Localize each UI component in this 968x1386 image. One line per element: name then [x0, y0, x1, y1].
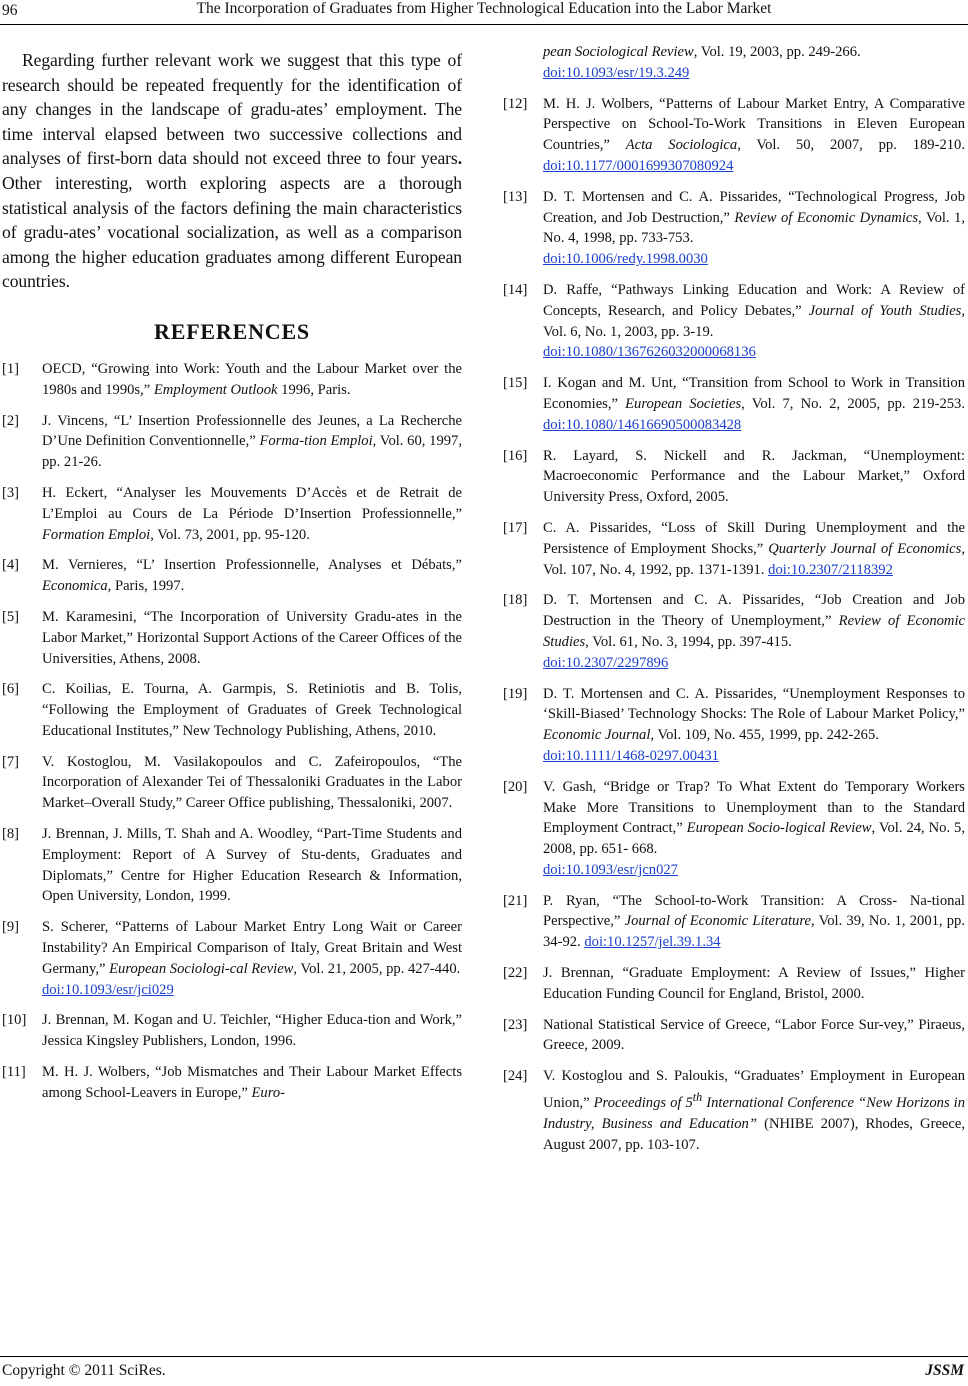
reference-text: J. Brennan, J. Mills, T. Shah and A. Woodley, “Part-Time Students and Employment: Report of A Survey of Stu-dents, Graduates and Diplomats,” Centre for Higher Education Research & Information, Open University, London, 1999. — [42, 826, 462, 905]
reference-text: D. T. Mortensen and C. A. Pissarides, “Unemployment Responses to ‘Skill-Biased’ Technology Shocks: The Role of Labour Market Policy,” — [543, 685, 965, 723]
doi-link[interactable]: doi:10.1006/redy.1998.0030 — [543, 251, 708, 268]
reference-journal: pean Sociological Review — [543, 44, 694, 60]
reference-number: [22] — [503, 965, 528, 982]
reference-number: [16] — [503, 447, 528, 464]
references-list-left — [2, 359, 462, 1104]
reference-text: D. T. Mortensen and C. A. Pissarides, “Technological Progress, Job Creation, and Job Destruction,” — [543, 188, 965, 226]
reference-journal: Review of Economic Dynamics — [734, 209, 919, 226]
left-column — [2, 48, 462, 1104]
reference-item — [503, 963, 965, 1005]
reference-details: , Vol. 61, No. 3, 1994, pp. 397-415. — [585, 633, 792, 650]
reference-text: R. Layard, S. Nickell and R. Jackman, “Unemployment: Macroeconomic Performance and the Labour Market,” Oxford University Press, Oxford, 2005. — [543, 447, 965, 506]
reference-journal: European Sociologi-cal Review — [109, 960, 294, 977]
reference-item — [2, 1010, 462, 1052]
reference-journal: Journal of Youth Studies — [808, 302, 962, 319]
doi-link[interactable]: doi:10.1093/esr/19.3.249 — [543, 64, 690, 81]
reference-text: V. Gash, “Bridge or Trap? To What Extent do Temporary Workers Make More Transitions to Unemployment than to the Standard Employment Contract,” — [543, 778, 965, 837]
journal-abbrev: JSSM — [925, 1362, 964, 1379]
doi-link[interactable]: doi:10.1177/0001699307080924 — [543, 157, 734, 174]
reference-details: , Vol. 24, No. 5, 2008, pp. 651- 668. — [543, 820, 965, 858]
doi-link[interactable]: doi:10.2307/2297896 — [543, 654, 669, 671]
reference-journal: Formation Emploi — [42, 526, 151, 543]
doi-link[interactable]: doi:10.1080/14616690500083428 — [543, 416, 742, 433]
running-title: The Incorporation of Graduates from Higher Technological Education into the Labor Market — [196, 0, 772, 17]
reference-item — [2, 679, 462, 741]
reference-item — [503, 891, 965, 953]
reference-number: [23] — [503, 1016, 528, 1033]
reference-text: M. H. J. Wolbers, “Job Mismatches and Their Labour Market Effects among School-Leavers in Europe,” — [42, 1064, 462, 1101]
reference-item — [503, 446, 965, 508]
doi-link[interactable]: doi:10.1093/esr/jcn027 — [543, 861, 678, 878]
reference-details: , Vol. 60, 1997, pp. 21-26. — [42, 433, 462, 471]
doi-link[interactable]: doi:10.1093/esr/jci029 — [42, 981, 174, 998]
reference-text: National Statistical Service of Greece, “Labor Force Sur-vey,” Piraeus, Greece, 2009. — [543, 1016, 965, 1054]
reference-number: [18] — [503, 592, 528, 609]
reference-journal: Proceedings of 5th International Conference “New Horizons in Industry, Business and Education” — [543, 1090, 966, 1132]
reference-number: [3] — [2, 484, 20, 501]
reference-item — [503, 280, 965, 363]
reference-journal: Forma-tion Emploi — [259, 433, 373, 450]
reference-details: (NHIBE 2007), Rhodes, Greece, August 2007, pp. 103-107. — [543, 1115, 966, 1153]
reference-item — [2, 411, 462, 473]
copyright-text: Copyright © 2011 SciRes. — [2, 1362, 166, 1379]
reference-text: C. Koilias, E. Tourna, A. Garmpis, S. Retiniotis and B. Tolis, “Following the Employment of Graduates of Greek Technological Educational Institutes,” New Technology Publishing, Athens, 2010. — [42, 681, 462, 739]
reference-number: [11] — [2, 1064, 26, 1081]
reference-journal: Acta Sociologica — [625, 137, 738, 154]
reference-item — [2, 359, 462, 401]
reference-continuation — [503, 42, 965, 84]
reference-details: , Vol. 109, No. 455, 1999, pp. 242-265. — [650, 727, 879, 744]
reference-item — [2, 824, 462, 907]
reference-journal: Quarterly Journal of Economics — [768, 540, 962, 557]
page-number: 96 — [2, 2, 18, 19]
reference-item — [2, 1062, 462, 1104]
reference-number: [10] — [2, 1012, 27, 1029]
reference-number: [1] — [2, 360, 20, 377]
reference-number: [14] — [503, 281, 528, 298]
reference-journal: Employment Outlook — [153, 381, 278, 398]
reference-details: , Vol. 73, 2001, pp. 95-120. — [150, 526, 310, 543]
right-column — [503, 44, 966, 1165]
reference-text: D. T. Mortensen and C. A. Pissarides, “Job Creation and Job Destruction in the Theory of Unemployment,” — [543, 592, 965, 630]
reference-number: [13] — [503, 188, 528, 205]
reference-number: [19] — [503, 685, 528, 702]
reference-item — [503, 187, 965, 270]
reference-number: [8] — [2, 826, 20, 843]
reference-number: [4] — [2, 557, 20, 574]
reference-item — [2, 752, 462, 814]
reference-journal: Economica — [42, 578, 108, 595]
reference-details: , Vol. 19, 2003, pp. 249-266. — [693, 44, 861, 60]
reference-item — [503, 590, 965, 673]
reference-details: , Vol. 50, 2007, pp. 189-210. — [737, 137, 966, 154]
reference-item — [2, 917, 462, 1000]
reference-details: , Vol. 21, 2005, pp. 427-440. — [293, 960, 461, 977]
reference-number: [2] — [2, 412, 20, 429]
reference-text: I. Kogan and M. Unt, “Transition from School to Work in Transition Economies,” — [543, 375, 965, 412]
reference-number: [15] — [503, 375, 528, 392]
reference-text: V. Kostoglou and S. Paloukis, “Graduates’ Employment in European Union,” — [543, 1068, 965, 1111]
reference-details: 1996, Paris. — [277, 381, 351, 398]
reference-journal: Economic Journal — [543, 727, 651, 744]
doi-link[interactable]: doi:10.1111/1468-0297.00431 — [543, 747, 719, 764]
references-heading: REFERENCES — [154, 318, 310, 344]
reference-number: [9] — [2, 919, 20, 936]
reference-journal: European Socio-logical Review — [686, 820, 872, 837]
reference-details: , Vol. 1, No. 4, 1998, pp. 733-753. — [543, 209, 965, 247]
reference-details: , Vol. 7, No. 2, 2005, pp. 219-253. — [741, 395, 965, 412]
reference-item — [503, 684, 965, 767]
reference-number: [5] — [2, 608, 20, 625]
reference-text: M. H. J. Wolbers, “Patterns of Labour Market Entry, A Comparative Perspective on School-To-Work Transitions in Eleven European Countries,” — [543, 95, 965, 154]
reference-text: J. Brennan, “Graduate Employment: A Review of Issues,” Higher Education Funding Council for England, Bristol, 2000. — [543, 965, 965, 1002]
reference-number: [6] — [2, 681, 20, 698]
reference-text: D. Raffe, “Pathways Linking Education and Work: A Review of Concepts, Research, and Policy Debates,” — [543, 281, 965, 319]
reference-journal: Review of Economic Studies — [543, 613, 965, 650]
reference-text: J. Brennan, M. Kogan and U. Teichler, “Higher Educa-tion and Work,” Jessica Kingsley Publishers, London, 1996. — [42, 1012, 462, 1050]
reference-text: S. Scherer, “Patterns of Labour Market Entry Long Wait or Career Instability? An Empirical Comparison of Italy, Great Britain and West Germany,” — [42, 919, 462, 977]
reference-item — [503, 373, 965, 435]
doi-link[interactable]: doi:10.2307/2118392 — [768, 561, 893, 578]
reference-item — [503, 1015, 965, 1057]
doi-link[interactable]: doi:10.1257/jel.39.1.34 — [584, 934, 721, 951]
reference-number: [12] — [503, 95, 528, 112]
doi-link[interactable]: doi:10.1080/1367626032000068136 — [543, 344, 756, 361]
reference-journal: Euro- — [251, 1084, 286, 1101]
reference-number: [24] — [503, 1068, 528, 1085]
reference-details: , Paris, 1997. — [107, 578, 185, 595]
reference-text: OECD, “Growing into Work: Youth and the Labour Market over the 1980s and 1990s,” — [42, 360, 462, 398]
reference-number: [20] — [503, 778, 528, 795]
running-header — [0, 0, 968, 26]
reference-details: , Vol. 6, No. 1, 2003, pp. 3-19. — [543, 302, 966, 340]
reference-text: M. Karamesini, “The Incorporation of University Gradu-ates in the Labor Market,” Horizontal Support Actions of the Career Offices of the Universities, Athens, 2008. — [42, 608, 462, 667]
reference-journal: Journal of Economic Literature — [624, 913, 811, 930]
reference-number: [21] — [503, 892, 528, 909]
reference-item — [2, 483, 462, 545]
reference-number: [7] — [2, 753, 20, 770]
footer-rule — [0, 1356, 968, 1357]
reference-details: , Vol. 107, No. 4, 1992, pp. 1371-1391. — [543, 540, 965, 578]
reference-journal: European Societies — [625, 395, 742, 412]
header-rule — [0, 24, 968, 25]
reference-text: H. Eckert, “Analyser les Mouvements D’Accès et de Retrait de L’Emploi au Cours de La Période D’Insertion Professionnelle,” — [42, 484, 462, 522]
reference-number: [17] — [503, 519, 528, 536]
reference-details: , Vol. 39, No. 1, 2001, pp. 34-92. — [543, 913, 966, 951]
reference-item — [503, 777, 965, 881]
references-list-right — [503, 42, 965, 1155]
reference-item — [2, 607, 462, 669]
reference-text: M. Vernieres, “L’ Insertion Professionnelle, Analyses et Débats,” — [42, 557, 462, 574]
reference-item — [503, 518, 965, 580]
reference-text: P. Ryan, “The School-to-Work Transition: A Cross- Na-tional Perspective,” — [543, 892, 965, 930]
reference-text: C. A. Pissarides, “Loss of Skill During Unemployment and the Persistence of Employment Shocks,” — [543, 519, 965, 557]
reference-text: V. Kostoglou, M. Vasilakopoulos and C. Zafeiropoulos, “The Incorporation of Alexander Tei of Thessaloniki Graduates in the Labor Market–Overall Study,” Career Office publishing, Thessaloniki, 2007. — [42, 753, 462, 812]
reference-item — [2, 555, 462, 597]
conclusion-paragraph: Regarding further relevant work we suggest that this type of research should be repeated frequently for the identification of any changes in the landscape of gradu-ates’ employment. The time interval elapsed between two successive collections and analyses of first-born data should not exceed three to four years. Other interesting, worth exploring aspects are a thorough statistical analysis of the factors defining the main characteristics of gradu-ates’ vocational socialization, as well as a comparison among the higher education graduates among different European countries. — [2, 50, 462, 292]
reference-text: J. Vincens, “L’ Insertion Professionnelle des Jeunes, a La Recherche D’Une Definition Conventionnelle,” — [42, 412, 462, 450]
reference-item — [503, 94, 965, 177]
reference-item — [503, 1066, 965, 1155]
